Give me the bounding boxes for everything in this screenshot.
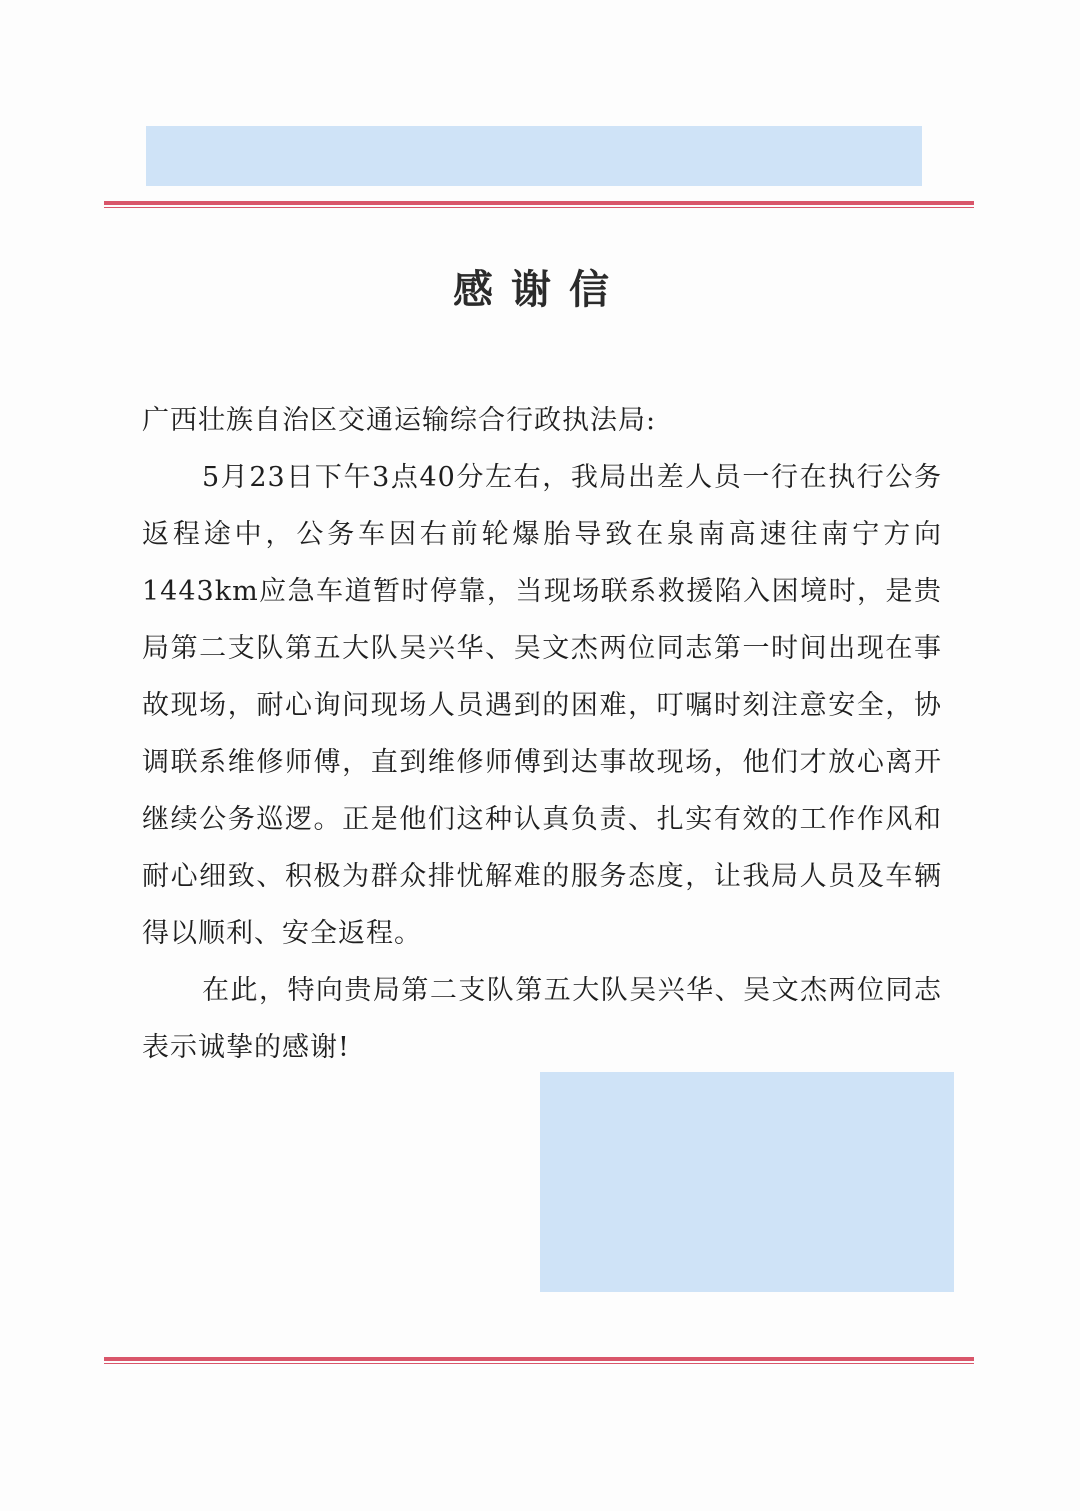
redacted-signature-seal [540,1072,954,1292]
paragraph-thanks: 在此，特向贵局第二支队第五大队吴兴华、吴文杰两位同志表示诚挚的感谢! [142,975,942,1063]
paragraph-main: 5月23日下午3点40分左右，我局出差人员一行在执行公务返程途中，公务车因右前轮爆胎导致在泉南高速往南宁方向1443km应急车道暂时停靠，当现场联系救援陷入困境时，是贵局第二支队第五大队吴兴华、吴文杰两位同志第一时间出现在事故现场，耐心询问现场人员遇到的困难，叮嘱时刻注意安全，协调联系维修师傅，直到维修师傅到达事故现场，他们才放心离开继续公务巡逻。正是他们这种认真负责、扎实有效的工作作风和耐心细致、积极为群众排忧解难的服务态度，让我局人员及车辆得以顺利、安全返程。 [142,462,942,949]
redacted-letterhead [146,126,922,186]
salutation: 广西壮族自治区交通运输综合行政执法局: [142,405,657,436]
top-red-rule [104,201,974,208]
letter-body [142,392,942,1076]
bottom-red-rule [104,1357,974,1364]
letter-title: 感谢信 [453,266,627,313]
